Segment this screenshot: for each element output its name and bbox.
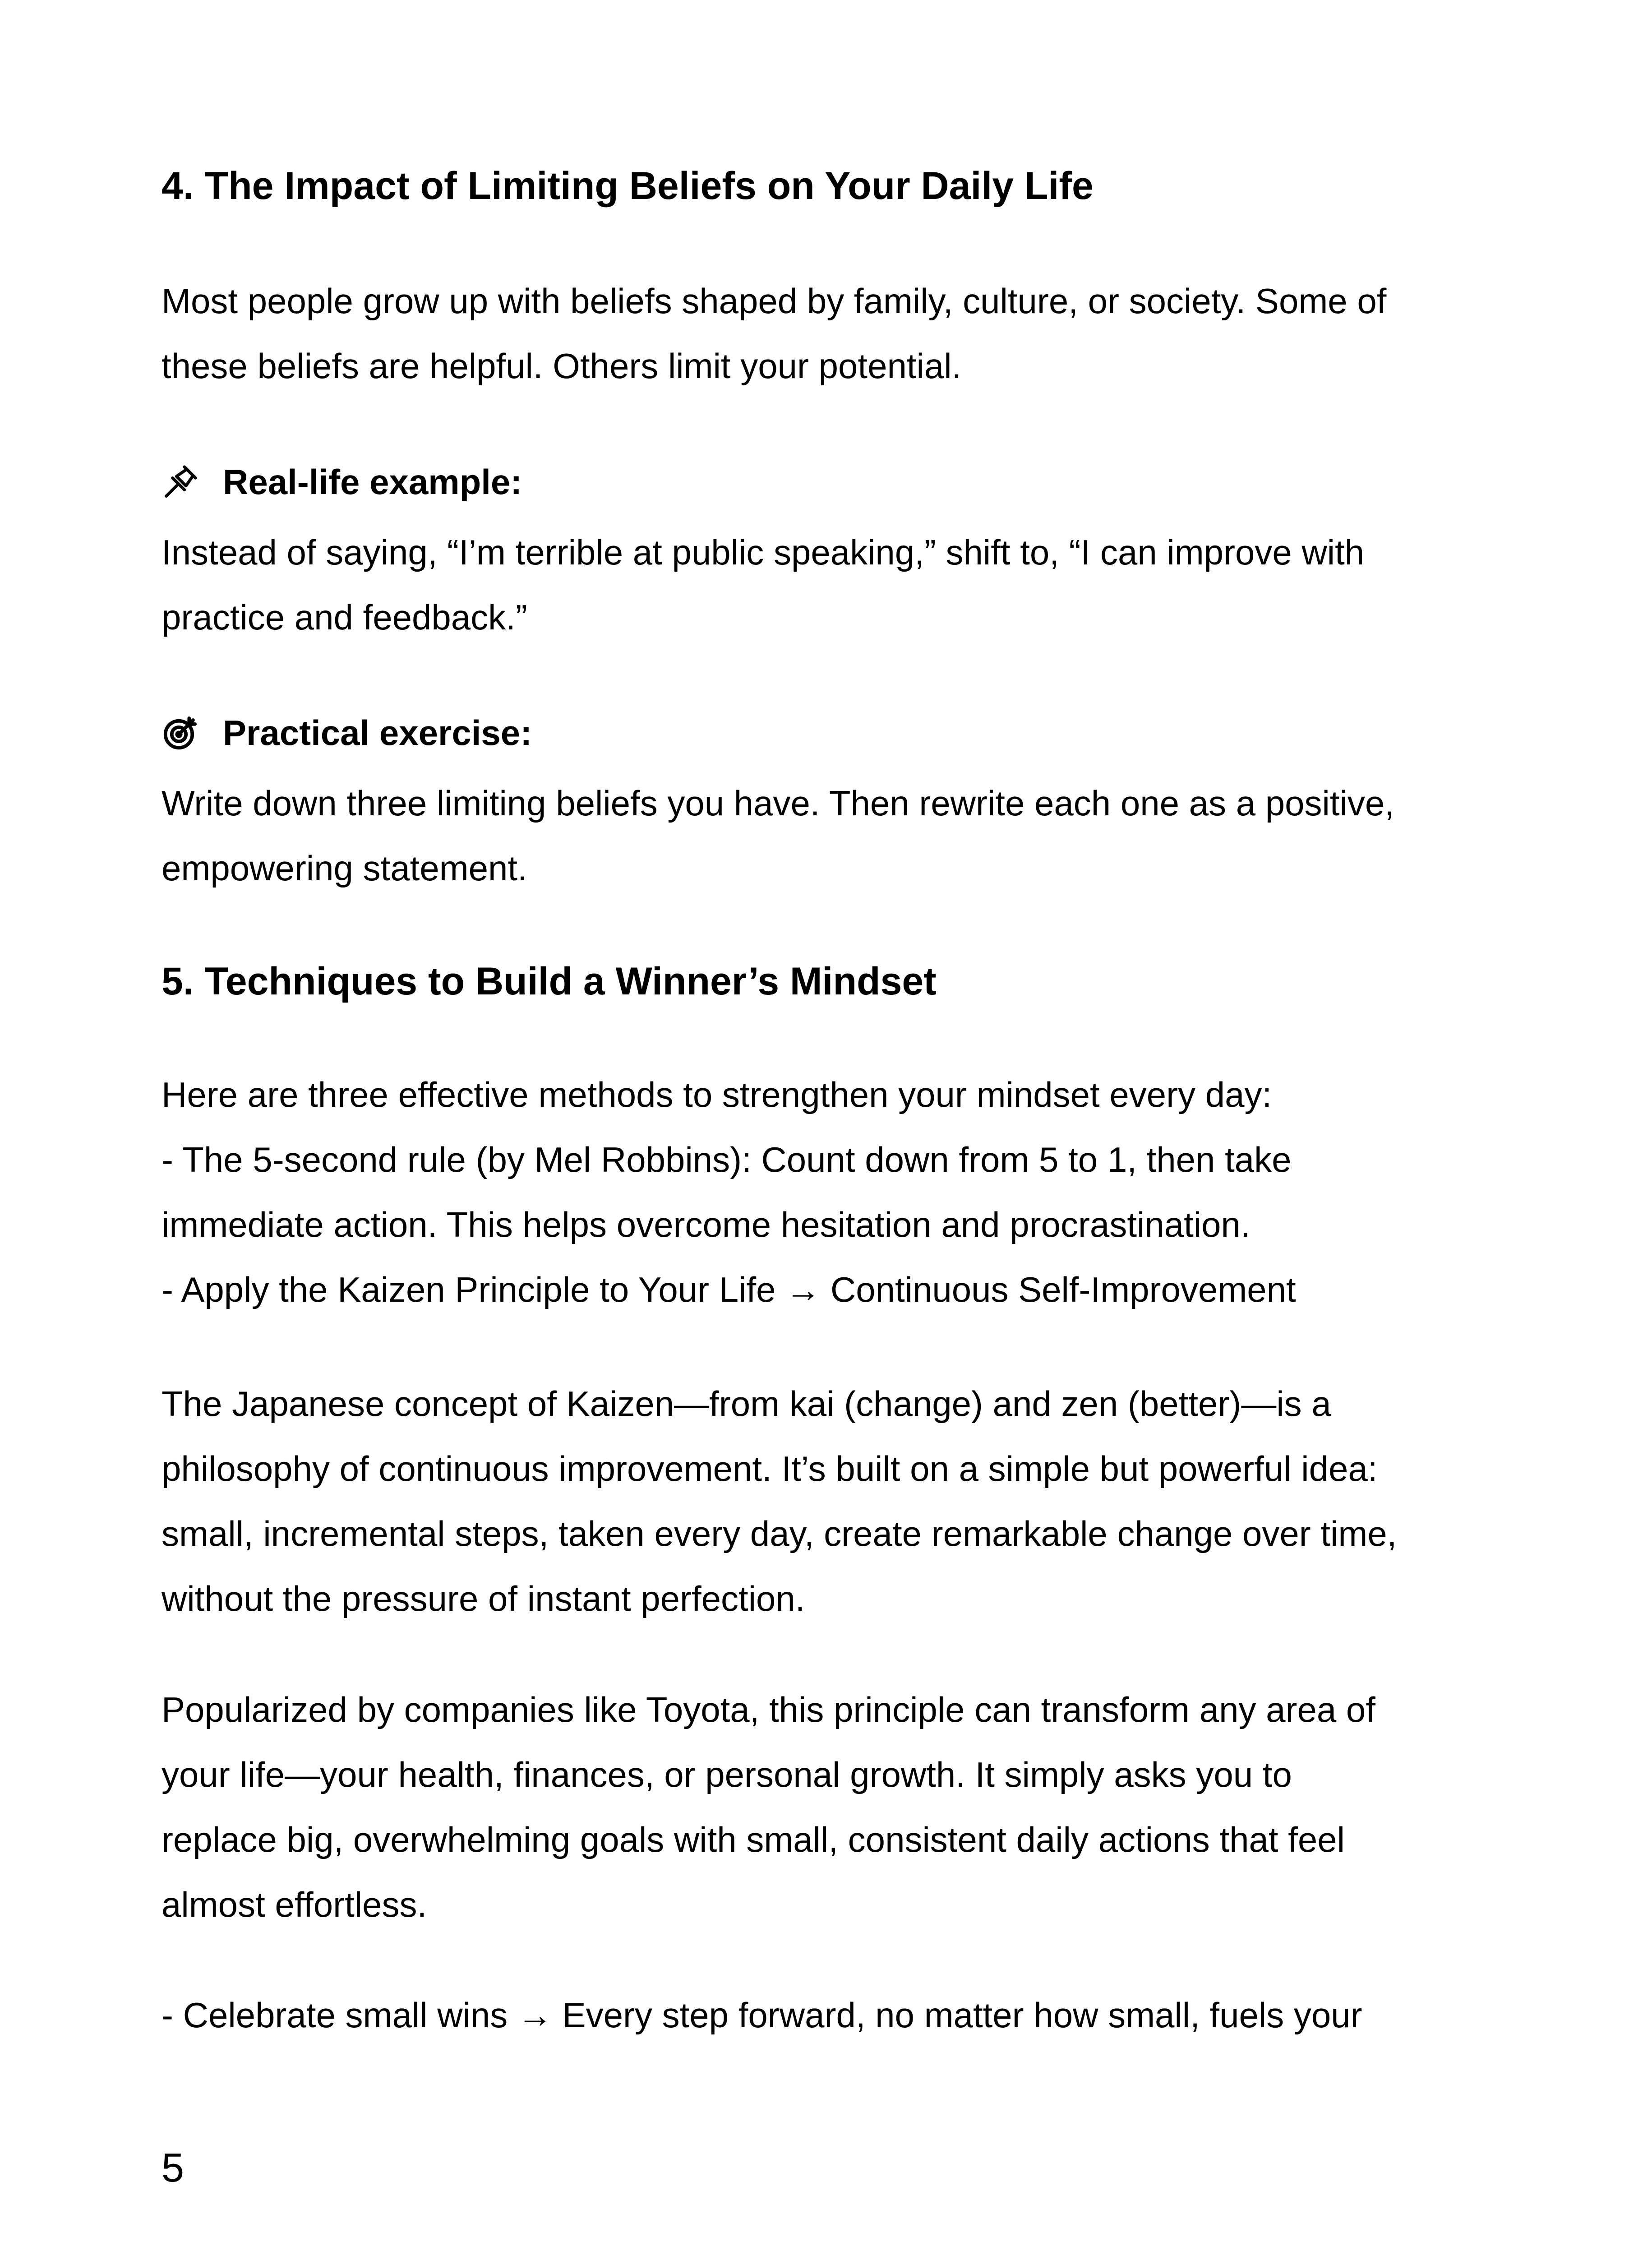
text-line: without the pressure of instant perfection. <box>162 1579 805 1618</box>
toyota-paragraph <box>162 1677 1515 1937</box>
text-line: - The 5-second rule (by Mel Robbins): Count down from 5 to 1, then take <box>162 1140 1292 1179</box>
example-label-text: Real-life example: <box>223 462 522 502</box>
practical-exercise-label <box>162 710 1515 755</box>
section-4-intro <box>162 268 1515 398</box>
text-line: these beliefs are helpful. Others limit your potential. <box>162 346 962 386</box>
text-line: Instead of saying, “I’m terrible at public speaking,” shift to, “I can improve with <box>162 532 1365 572</box>
text-line: almost effortless. <box>162 1885 427 1924</box>
text-line: Popularized by companies like Toyota, this principle can transform any area of <box>162 1690 1375 1729</box>
text-line: The Japanese concept of Kaizen—from kai (change) and zen (better)—is a <box>162 1384 1331 1424</box>
celebrate-line: - Celebrate small wins → Every step forward, no matter how small, fuels your <box>162 1995 1362 2035</box>
text-line: Write down three limiting beliefs you have. Then rewrite each one as a positive, <box>162 783 1394 823</box>
practical-exercise-text <box>162 771 1515 901</box>
pushpin-icon <box>162 463 199 501</box>
text-line: empowering statement. <box>162 848 527 888</box>
methods-paragraph <box>162 1062 1515 1322</box>
page-number: 5 <box>162 2145 185 2191</box>
text-line: - Apply the Kaizen Principle to Your Life → Continuous Self-Improvement <box>162 1270 1296 1309</box>
exercise-label-text: Practical exercise: <box>223 713 532 753</box>
text-line: practice and feedback.” <box>162 597 527 637</box>
text-line: small, incremental steps, taken every day, create remarkable change over time, <box>162 1514 1397 1553</box>
real-life-example-text <box>162 520 1515 650</box>
real-life-example-label <box>162 459 1515 504</box>
text-line: philosophy of continuous improvement. It’s built on a simple but powerful idea: <box>162 1449 1378 1489</box>
target-icon <box>162 714 199 752</box>
text-line: Most people grow up with beliefs shaped by family, culture, or society. Some of <box>162 281 1387 321</box>
section-4-heading: 4. The Impact of Limiting Beliefs on Your Daily Life <box>162 164 1094 208</box>
kaizen-paragraph <box>162 1371 1515 1631</box>
text-line: your life—your health, finances, or personal growth. It simply asks you to <box>162 1755 1292 1794</box>
text-line: immediate action. This helps overcome hesitation and procrastination. <box>162 1205 1251 1244</box>
text-line: replace big, overwhelming goals with small, consistent daily actions that feel <box>162 1820 1345 1859</box>
text-line: Here are three effective methods to strengthen your mindset every day: <box>162 1075 1272 1114</box>
section-5-heading: 5. Techniques to Build a Winner’s Mindset <box>162 960 937 1003</box>
